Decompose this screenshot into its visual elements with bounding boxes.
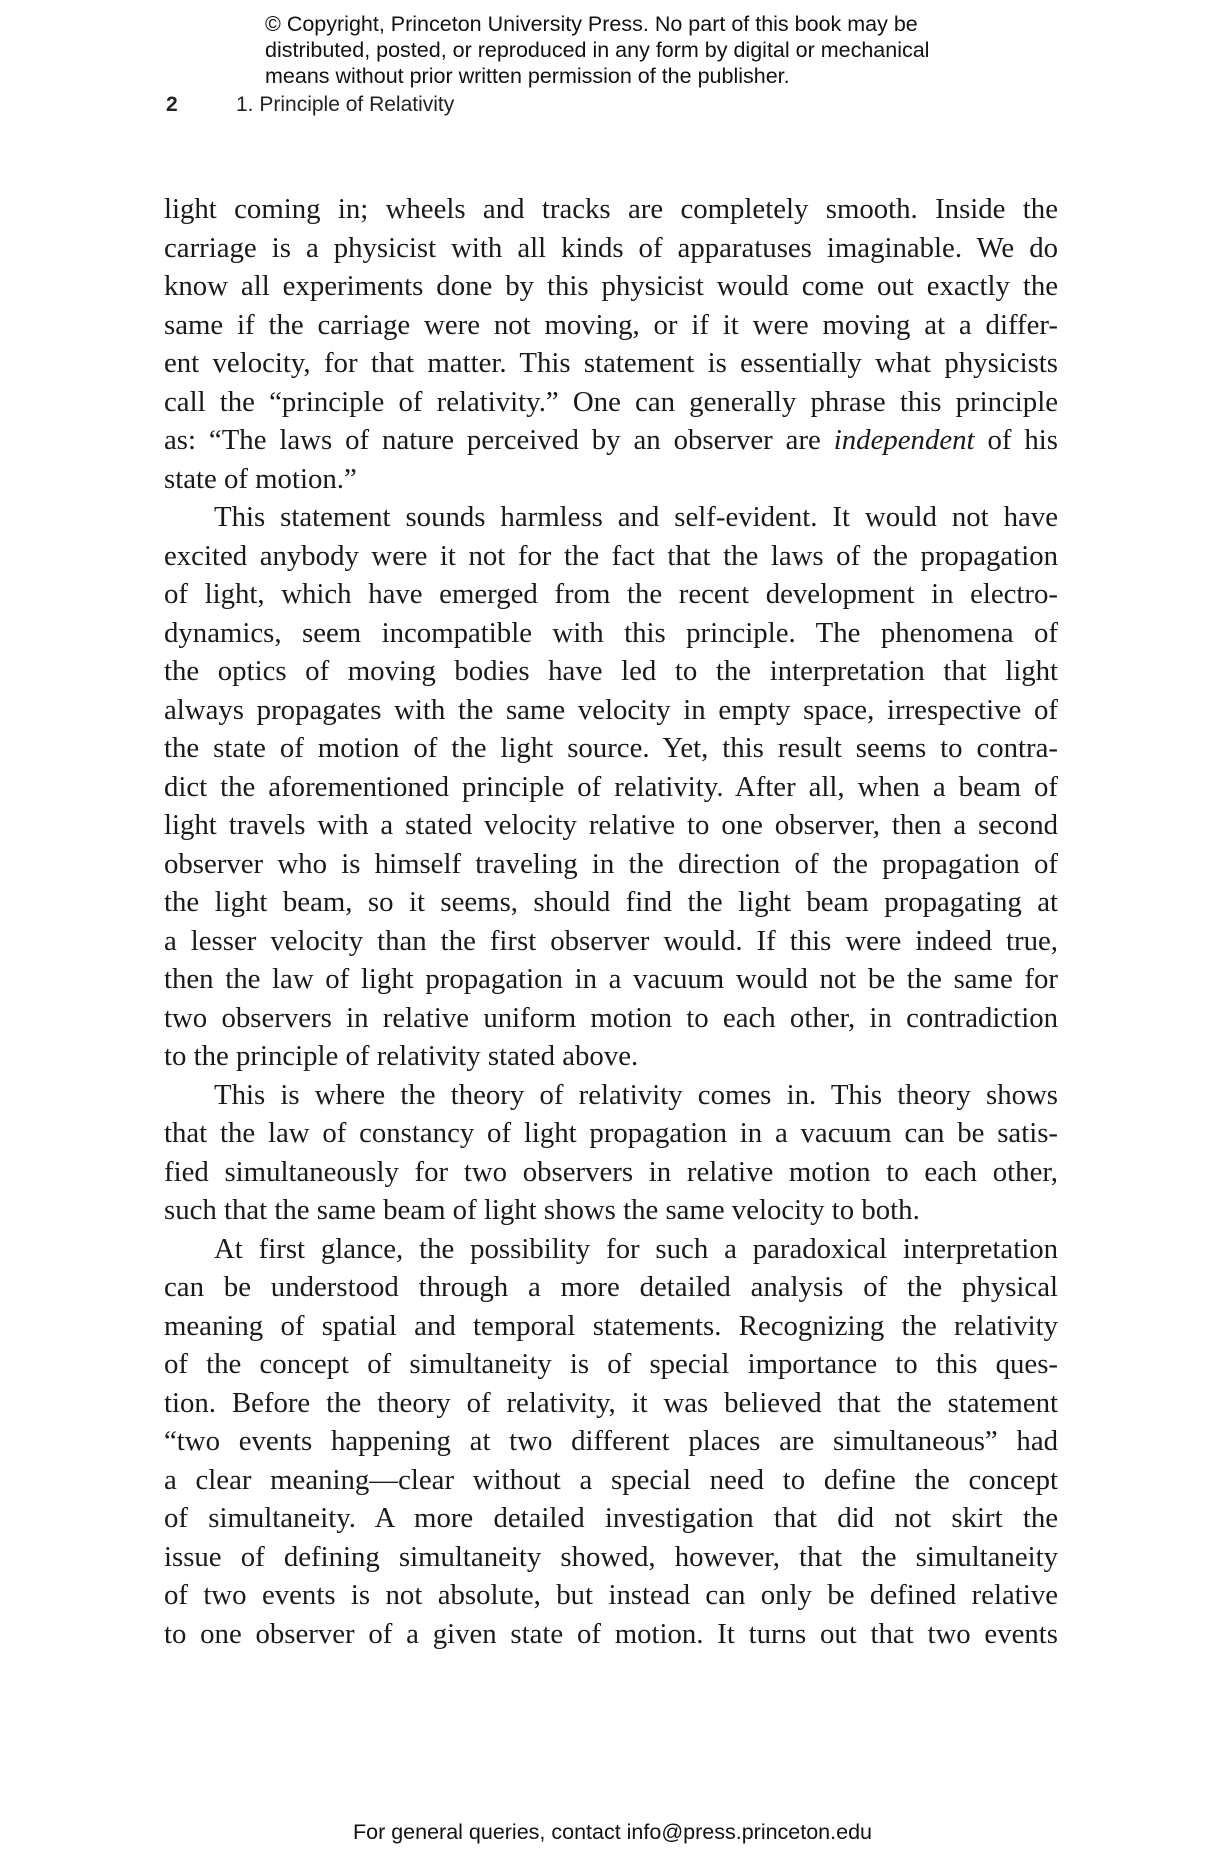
- text-segment: as: “The laws of nature perceived by an observer are: [164, 424, 834, 456]
- text-line: This statement sounds harmless and self-evident. It would not have: [214, 501, 1058, 533]
- text-line: dynamics, seem incompatible with this principle. The phenomena of: [164, 616, 1058, 649]
- text-line: two observers in relative uniform motion to each other, in contradiction: [164, 1001, 1058, 1034]
- text-line: to the principle of relativity stated above.: [164, 1040, 639, 1072]
- text-line: observer who is himself traveling in the direction of the propagation of: [164, 847, 1058, 880]
- page-number: 2: [166, 93, 178, 116]
- text-line: carriage is a physicist with all kinds of apparatuses imaginable. We do: [164, 231, 1058, 264]
- text-line: the light beam, so it seems, should find the light beam propagating at: [164, 886, 1058, 918]
- text-line: of two events is not absolute, but instead can only be defined relative: [164, 1579, 1058, 1611]
- paragraph: [164, 498, 1058, 1076]
- running-head: [166, 93, 454, 117]
- text-line: issue of defining simultaneity showed, however, that the simultaneity: [164, 1540, 1058, 1573]
- text-line: of simultaneity. A more detailed investigation that did not skirt the: [164, 1502, 1058, 1534]
- text-line: then the law of light propagation in a vacuum would not be the same for: [164, 963, 1058, 995]
- text-line: At first glance, the possibility for such a paradoxical interpretation: [214, 1232, 1058, 1265]
- text-line: light coming in; wheels and tracks are completely smooth. Inside the: [164, 193, 1058, 225]
- emphasis-text: independent: [833, 424, 975, 456]
- text-line: dict the aforementioned principle of relativity. After all, when a beam of: [164, 770, 1058, 803]
- text-line: of the concept of simultaneity is of special importance to this ques-: [164, 1348, 1058, 1380]
- copyright-line: means without prior written permission of the publisher.: [265, 64, 790, 88]
- copyright-line: © Copyright, Princeton University Press. No part of this book may be: [265, 12, 918, 36]
- text-line: [164, 421, 1058, 460]
- text-line: such that the same beam of light shows the same velocity to both.: [164, 1194, 920, 1226]
- paragraph: [164, 190, 1058, 498]
- text-line: light travels with a stated velocity relative to one observer, then a second: [164, 809, 1058, 841]
- copyright-notice: [265, 11, 1025, 89]
- paragraph: [164, 1230, 1058, 1654]
- text-line: call the “principle of relativity.” One can generally phrase this principle: [164, 385, 1058, 418]
- text-line: fied simultaneously for two observers in relative motion to each other,: [164, 1155, 1058, 1188]
- text-line: meaning of spatial and temporal statements. Recognizing the relativity: [164, 1309, 1058, 1342]
- text-line: know all experiments done by this physicist would come out exactly the: [164, 270, 1058, 302]
- text-line: “two events happening at two different places are simultaneous” had: [164, 1425, 1058, 1457]
- body-text: [164, 190, 1058, 1653]
- text-line: the optics of moving bodies have led to the interpretation that light: [164, 655, 1058, 687]
- text-line: state of motion.”: [164, 462, 357, 495]
- text-line: of light, which have emerged from the recent development in electro-: [164, 578, 1058, 610]
- text-line: the state of motion of the light source. Yet, this result seems to contra-: [164, 732, 1058, 764]
- footer-contact: For general queries, contact info@press.princeton.edu: [352, 1820, 872, 1844]
- text-line: tion. Before the theory of relativity, it was believed that the statement: [164, 1386, 1058, 1419]
- text-segment: of his: [974, 424, 1058, 456]
- text-line: that the law of constancy of light propagation in a vacuum can be satis-: [164, 1117, 1058, 1149]
- text-line: to one observer of a given state of motion. It turns out that two events: [164, 1617, 1058, 1650]
- chapter-title: 1. Principle of Relativity: [236, 93, 455, 116]
- text-line: a clear meaning—clear without a special need to define the concept: [164, 1463, 1058, 1496]
- text-line: excited anybody were it not for the fact that the laws of the propagation: [164, 539, 1058, 572]
- copyright-line: distributed, posted, or reproduced in any form by digital or mechanical: [265, 38, 930, 62]
- text-line: ent velocity, for that matter. This statement is essentially what physicists: [164, 347, 1058, 379]
- text-line: can be understood through a more detailed analysis of the physical: [164, 1271, 1058, 1303]
- paragraph: [164, 1076, 1058, 1230]
- text-line: This is where the theory of relativity comes in. This theory shows: [214, 1078, 1058, 1111]
- text-line: same if the carriage were not moving, or if it were moving at a differ-: [164, 308, 1058, 341]
- text-line: always propagates with the same velocity in empty space, irrespective of: [164, 693, 1058, 726]
- text-line: a lesser velocity than the first observer would. If this were indeed true,: [164, 924, 1058, 957]
